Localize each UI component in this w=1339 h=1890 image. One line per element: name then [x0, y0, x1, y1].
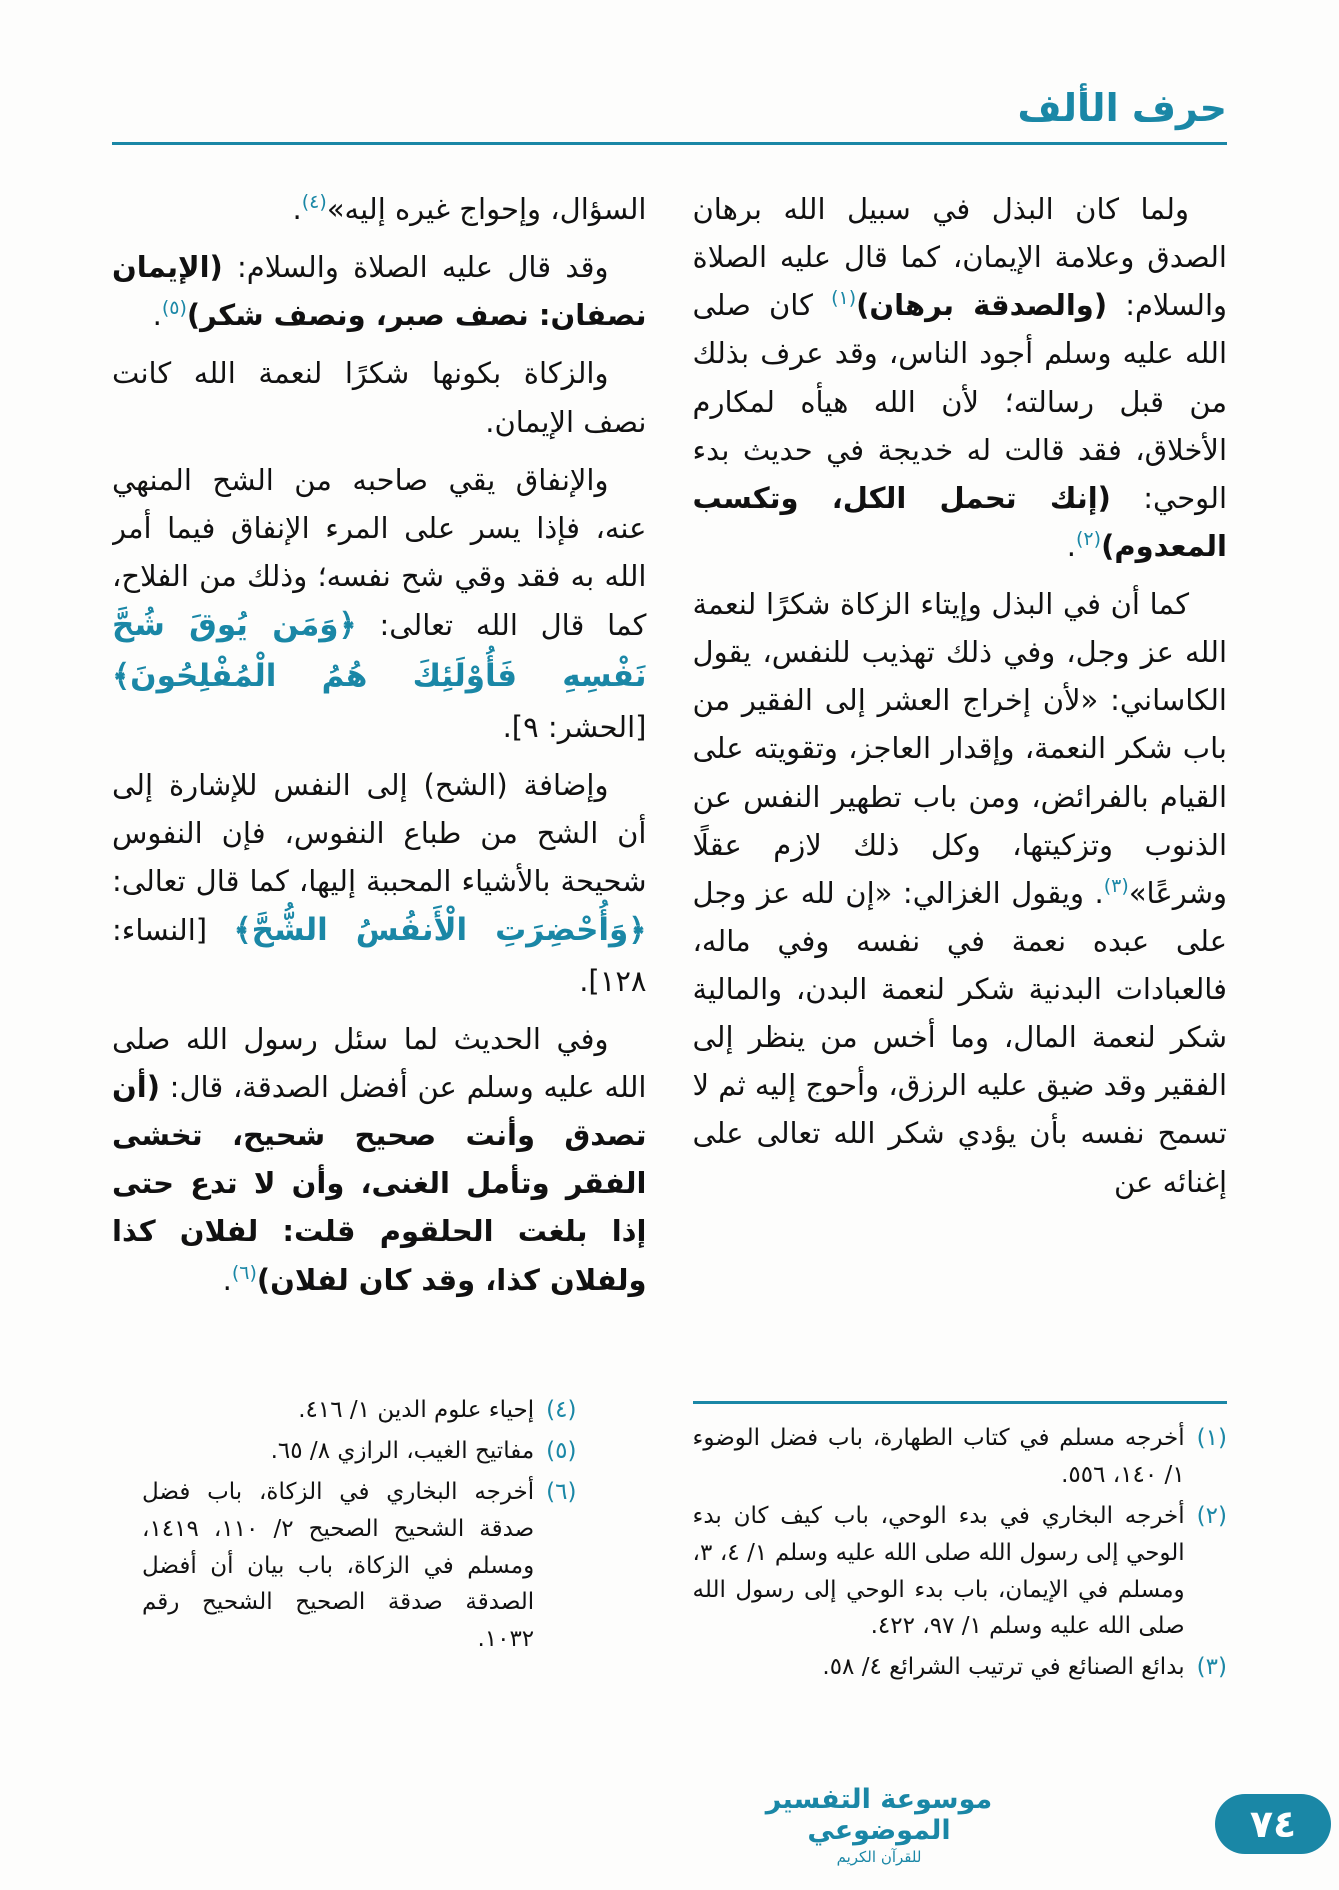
paragraph [112, 456, 647, 751]
body-text: . [222, 1262, 232, 1297]
body-text: . [152, 298, 162, 333]
publisher-logo-subtitle: للقرآن الكريم [836, 1848, 922, 1866]
footnote-number: (٥) [546, 1438, 577, 1465]
footnote-ref: (٦) [231, 1261, 257, 1284]
footnote [142, 1474, 577, 1658]
column-left-footer [112, 1392, 647, 1690]
footnote-divider [693, 1401, 1228, 1404]
footnote [693, 1498, 1228, 1645]
body-text: السؤال، وإحواج غيره إليه» [326, 192, 647, 226]
body-text: وقد قال عليه الصلاة والسلام: [222, 250, 609, 285]
paragraph [112, 243, 647, 339]
footnote-number: (٦) [546, 1479, 577, 1506]
footnote-text: أخرجه البخاري في بدء الوحي، باب كيف كان بدء الوحي إلى رسول الله صلى الله عليه وسلم ١/ ٤، ٣، ومسلم في الإيمان، باب بدء الوحي إلى رسول الله صلى الله عليه وسلم ١/ ٩٧، ٤٢٢. [692, 1503, 1185, 1640]
hadith-text: (والصدقة برهان) [856, 288, 1108, 323]
publisher-logo [749, 1784, 1009, 1866]
paragraph [112, 761, 647, 1005]
footnote-text: إحياء علوم الدين ١/ ٤١٦. [298, 1397, 535, 1424]
footnote [142, 1433, 577, 1470]
text-columns [112, 185, 1227, 1690]
paragraph [693, 580, 1228, 1206]
body-text: . [1066, 528, 1076, 563]
paragraph [693, 185, 1228, 570]
header-divider [112, 142, 1227, 145]
footnote-text: مفاتيح الغيب، الرازي ٨/ ٦٥. [270, 1438, 535, 1465]
quran-verse: ﴿وَمَن يُوقَ شُحَّ نَفْسِهِ فَأُوْلَئِكَ هُمُ الْمُفْلِحُونَ﴾ [112, 607, 647, 695]
footnote-number: (٣) [1196, 1654, 1227, 1681]
body-text: ولما كان البذل في سبيل الله برهان الصدق وعلامة الإيمان، كما قال عليه الصلاة والسلام: [692, 192, 1227, 323]
footnote [693, 1649, 1228, 1686]
paragraph [112, 349, 647, 445]
body-text: وإضافة (الشح) إلى النفس للإشارة إلى أن الشح من طباع النفوس، فإن النفوس شحيحة بالأشياء المحببة إليها، كما قال تعالى: [112, 768, 647, 899]
column-right-footnotes [693, 1420, 1228, 1686]
page-number: ٧٤ [1249, 1802, 1297, 1846]
column-right [693, 185, 1228, 1690]
hadith-text: (أن تصدق وأنت صحيح شحيح، تخشى الفقر وتأمل الغنى، وأن لا تدع حتى إذا بلغت الحلقوم قلت: لفلان كذا ولفلان كذا، وقد كان لفلان) [112, 1070, 647, 1297]
quran-verse: ﴿وَأُحْضِرَتِ الْأَنفُسُ الشُّحَّ﴾ [233, 912, 647, 949]
footnote-text: بدائع الصنائع في ترتيب الشرائع ٤/ ٥٨. [822, 1654, 1185, 1681]
footnote-number: (٢) [1196, 1503, 1227, 1530]
body-text: والزكاة بكونها شكرًا لنعمة الله كانت نصف الإيمان. [112, 356, 647, 439]
footnote-ref: (٢) [1076, 527, 1102, 550]
column-left [112, 185, 647, 1690]
footnote-ref: (٤) [301, 191, 327, 213]
footnote [142, 1392, 577, 1429]
footnote-text: أخرجه مسلم في كتاب الطهارة، باب فضل الوضوء ١/ ١٤٠، ٥٥٦. [692, 1425, 1185, 1489]
column-right-body [693, 185, 1228, 1216]
footnote-ref: (٥) [161, 297, 187, 320]
page-number-badge [1215, 1794, 1331, 1854]
column-right-footer [693, 1379, 1228, 1690]
paragraph [112, 1015, 647, 1304]
body-text: . [292, 192, 302, 226]
body-text: كان صلى الله عليه وسلم أجود الناس، وقد عرف بذلك من قبل رسالته؛ لأن الله هيأه لمكارم الأخلاق، فقد قالت له خديجة في حديث بدء الوحي: [692, 288, 1227, 515]
footnote-text: أخرجه البخاري في الزكاة، باب فضل صدقة الشحيح الصحيح ٢/ ١١٠، ١٤١٩، ومسلم في الزكاة، باب بيان أن أفضل الصدقة صدقة الصحيح الشحيح رقم ١٠٣٢. [142, 1479, 535, 1653]
footnote-number: (١) [1196, 1425, 1227, 1452]
footnote [693, 1420, 1228, 1494]
footnote-number: (٤) [546, 1397, 577, 1424]
publisher-logo-title: موسوعة التفسير الموضوعي [765, 1784, 993, 1846]
body-text: [الحشر: ٩]. [502, 709, 647, 744]
footnote-ref: (٣) [1103, 874, 1129, 897]
chapter-title: حرف الألف [1017, 86, 1227, 130]
body-text: وفي الحديث لما سئل رسول الله صلى الله عليه وسلم عن أفضل الصدقة، قال: [112, 1021, 647, 1105]
body-text: [النساء: ١٢٨]. [112, 913, 647, 998]
body-text: . ويقول الغزالي: «إن لله عز وجل على عبده نعمة في نفسه وفي ماله، فالعبادات البدنية شكر لنعمة البدن، والمالية شكر لنعمة المال، وما أخس من ينظر إلى الفقير وقد ضيق عليه الرزق، وأحوج إليه ثم لا تسمح نفسه بأن يؤدي شكر الله تعالى على إغنائه عن [692, 875, 1227, 1199]
paragraph [112, 185, 647, 233]
column-left-footnotes [112, 1392, 647, 1690]
footnote-ref: (١) [831, 287, 857, 310]
body-text: كما أن في البذل وإيتاء الزكاة شكرًا لنعمة الله عز وجل، وفي ذلك تهذيب للنفس، يقول الكاساني: «لأن إخراج العشر إلى الفقير من باب شكر النعمة، وإقدار العاجز، وتقويته على القيام بالفرائض، ومن باب تطهير النفس عن الذنوب وتزكيتها، وكل ذلك لازم عقلًا وشرعًا» [692, 587, 1227, 910]
column-left-body [112, 185, 647, 1314]
hadith-text: (الإيمان نصفان: نصف صبر، ونصف شكر) [112, 250, 647, 333]
hadith-text: (إنك تحمل الكل، وتكسب المعدوم) [692, 480, 1227, 563]
body-text: والإنفاق يقي صاحبه من الشح المنهي عنه، فإذا يسر على المرء الإنفاق فيما أمر الله به فقد وقي شح نفسه؛ وذلك من الفلاح، كما قال الله تعالى: [112, 462, 647, 642]
page-header [112, 86, 1227, 145]
